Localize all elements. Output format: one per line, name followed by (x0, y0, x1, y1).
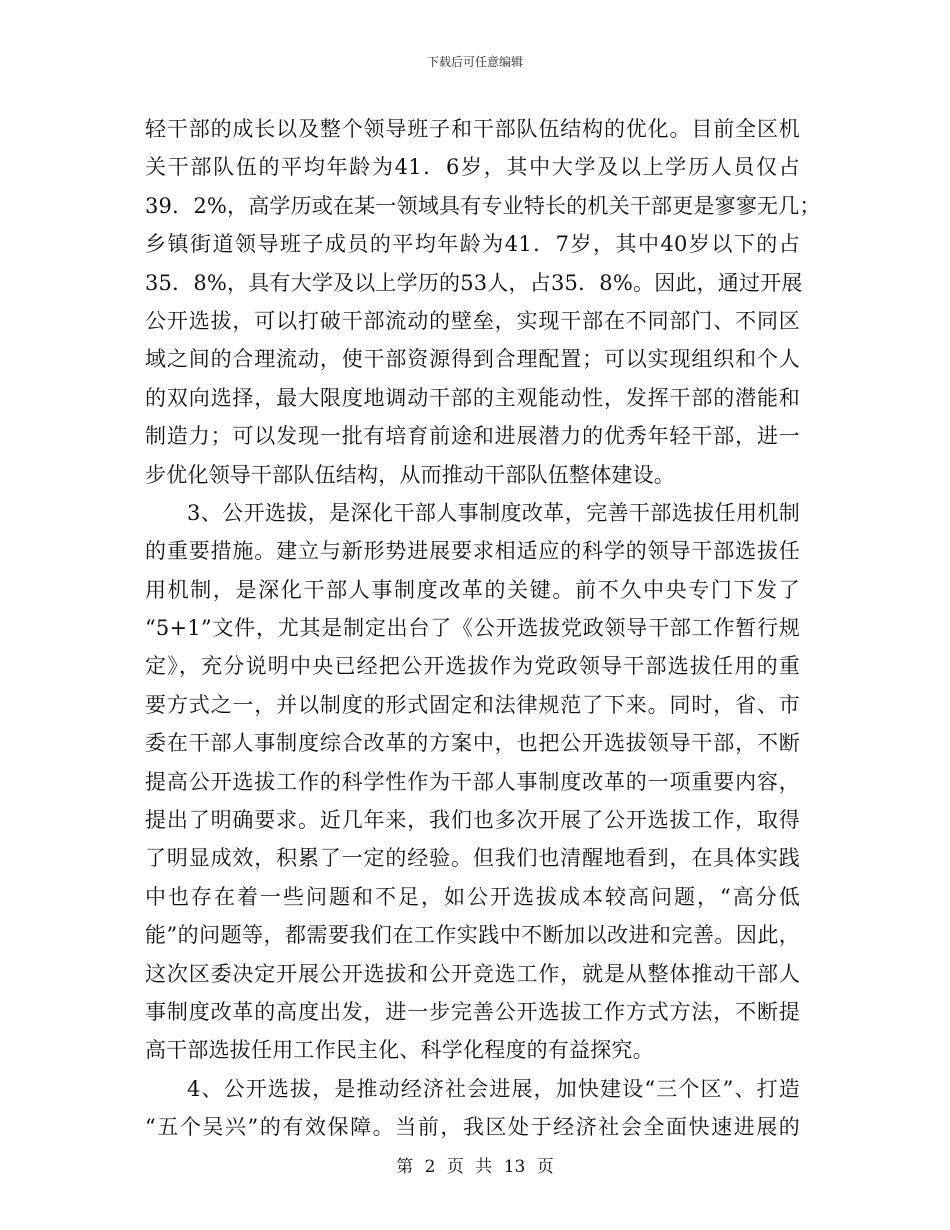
body-line: 提高公开选拔工作的科学性作为干部人事制度改革的一项重要内容， (145, 769, 800, 794)
body-line: “五个吴兴”的有效保障。当前，我区处于经济社会全面快速进展的 (145, 1115, 800, 1140)
body-line: 乡镇街道领导班子成员的平均年龄为41．7岁，其中40岁以下的占 (145, 232, 800, 257)
paragraph-3-first-line: 3、公开选拔，是深化干部人事制度改革，完善干部选拔任用机制 (187, 500, 800, 525)
paragraph-4-first-line: 4、公开选拔，是推动经济社会进展，加快建设“三个区”、打造 (187, 1076, 800, 1101)
page-header: 下载后可任意编辑 (426, 55, 523, 69)
body-line: 域之间的合理流动，使干部资源得到合理配置；可以实现组织和个人 (145, 347, 800, 372)
body-line: 39．2%，高学历或在某一领域具有专业特长的机关干部更是寥寥无几； (145, 193, 821, 218)
body-line: 用机制，是深化干部人事制度改革的关键。前不久中央专门下发了 (145, 577, 800, 602)
body-line: 能”的问题等，都需要我们在工作实践中不断加以改进和完善。因此， (145, 923, 800, 948)
document-body (145, 110, 821, 1147)
body-line: 定》，充分说明中央已经把公开选拔作为党政领导干部选拔任用的重 (145, 654, 800, 679)
body-line: 关干部队伍的平均年龄为41．6岁，其中大学及以上学历人员仅占 (145, 155, 800, 180)
body-line: 委在干部人事制度综合改革的方案中，也把公开选拔领导干部，不断 (145, 731, 800, 756)
body-line: 公开选拔，可以打破干部流动的壁垒，实现干部在不同部门、不同区 (145, 308, 800, 333)
body-line: 35．8%，具有大学及以上学历的53人，占35．8%。因此，通过开展 (145, 270, 803, 295)
body-line: 中也存在着一些问题和不足，如公开选拔成本较高问题，“高分低 (145, 884, 800, 909)
body-line: 了明显成效，积累了一定的经验。但我们也清醒地看到，在具体实践 (145, 846, 800, 871)
body-line: 事制度改革的高度出发，进一步完善公开选拔工作方式方法，不断提 (145, 999, 800, 1024)
body-line: 的重要措施。建立与新形势进展要求相适应的科学的领导干部选拔任 (145, 539, 800, 564)
body-line: 要方式之一，并以制度的形式固定和法律规范了下来。同时，省、市 (145, 692, 800, 717)
body-line: 制造力；可以发现一批有培育前途和进展潜力的优秀年轻干部，进一 (145, 424, 800, 449)
body-line: 高干部选拔任用工作民主化、科学化程度的有益探究。 (145, 1038, 654, 1063)
body-line: 提出了明确要求。近几年来，我们也多次开展了公开选拔工作，取得 (145, 808, 800, 833)
page-number-footer: 第 2 页 共 13 页 (396, 1157, 554, 1177)
body-line: 步优化领导干部队伍结构，从而推动干部队伍整体建设。 (145, 462, 675, 487)
body-line: 轻干部的成长以及整个领导班子和干部队伍结构的优化。目前全区机 (145, 117, 800, 141)
body-line: 这次区委决定开展公开选拔和公开竞选工作，就是从整体推动干部人 (145, 961, 800, 986)
body-line: “5+1”文件，尤其是制定出台了《公开选拔党政领导干部工作暂行规 (145, 616, 800, 641)
body-line: 的双向选择，最大限度地调动干部的主观能动性，发挥干部的潜能和 (145, 385, 800, 410)
